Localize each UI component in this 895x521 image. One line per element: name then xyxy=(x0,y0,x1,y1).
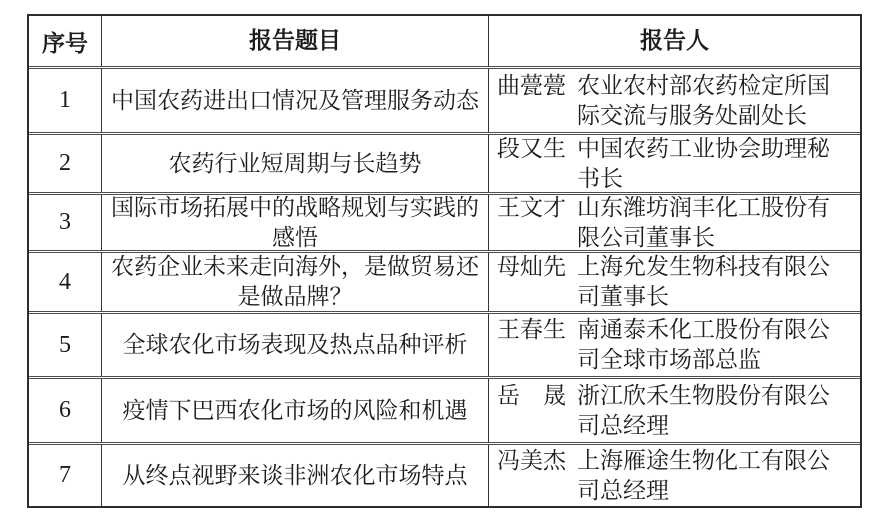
table-row xyxy=(29,442,860,506)
reporter-block xyxy=(497,135,842,192)
reporter-affiliation: 上海允发生物科技有限公司董事长 xyxy=(577,254,830,309)
reporter-name: 王文才 xyxy=(497,195,566,220)
reporter-block xyxy=(497,381,842,441)
row-index: 4 xyxy=(29,253,102,311)
table-row xyxy=(29,192,860,250)
table-row xyxy=(29,66,860,132)
row-index: 5 xyxy=(29,314,102,376)
report-title: 全球农化市场表现及热点品种评析 xyxy=(102,314,489,376)
reporter-block xyxy=(497,253,842,311)
reporter-affiliation: 中国农药工业协会助理秘书长 xyxy=(577,135,830,191)
reporter-cell xyxy=(489,314,860,376)
report-title: 国际市场拓展中的战略规划与实践的感悟 xyxy=(102,195,489,250)
report-title: 从终点视野来谈非洲农化市场特点 xyxy=(102,445,489,506)
reporter-cell xyxy=(489,379,860,442)
table-row xyxy=(29,250,860,311)
reporter-cell xyxy=(489,69,860,132)
reporter-name: 王春生 xyxy=(497,317,566,342)
reporter-name: 段又生 xyxy=(497,135,566,161)
reporter-block xyxy=(497,71,842,131)
reporter-name: 冯美杰 xyxy=(497,447,566,473)
table-header-row xyxy=(29,16,860,66)
reporter-affiliation: 浙江欣禾生物股份有限公司总经理 xyxy=(577,382,830,438)
reporter-block xyxy=(497,446,842,506)
reporter-affiliation: 南通泰禾化工股份有限公司全球市场部总监 xyxy=(577,317,830,372)
reporter-cell xyxy=(489,135,860,192)
header-reporter: 报告人 xyxy=(640,28,709,53)
reporter-cell xyxy=(489,195,860,250)
row-index: 6 xyxy=(29,379,102,442)
table-row xyxy=(29,376,860,442)
reporter-affiliation: 上海雁途生物化工有限公司总经理 xyxy=(577,447,830,503)
row-index: 3 xyxy=(29,195,102,250)
report-title: 中国农药进出口情况及管理服务动态 xyxy=(102,69,489,132)
reporter-name: 母灿先 xyxy=(497,254,566,279)
reporter-block xyxy=(497,315,842,375)
reporter-cell xyxy=(489,445,860,506)
header-report-title: 报告题目 xyxy=(102,16,489,66)
reporter-affiliation: 农业农村部农药检定所国际交流与服务处副处长 xyxy=(577,72,830,128)
reporter-block xyxy=(497,195,842,250)
report-title: 疫情下巴西农化市场的风险和机遇 xyxy=(102,379,489,442)
reporter-cell xyxy=(489,253,860,311)
reporter-name: 曲甍甍 xyxy=(497,72,566,98)
row-index: 2 xyxy=(29,135,102,192)
row-index: 7 xyxy=(29,445,102,506)
report-title: 农药行业短周期与长趋势 xyxy=(102,135,489,192)
report-agenda-table xyxy=(27,14,862,508)
table-row xyxy=(29,311,860,376)
report-title: 农药企业未来走向海外，是做贸易还是做品牌？ xyxy=(102,253,489,311)
reporter-name: 岳 晟 xyxy=(497,382,566,408)
header-index: 序号 xyxy=(29,16,102,66)
table-row xyxy=(29,132,860,192)
reporter-affiliation: 山东潍坊润丰化工股份有限公司董事长 xyxy=(577,195,830,250)
row-index: 1 xyxy=(29,69,102,132)
